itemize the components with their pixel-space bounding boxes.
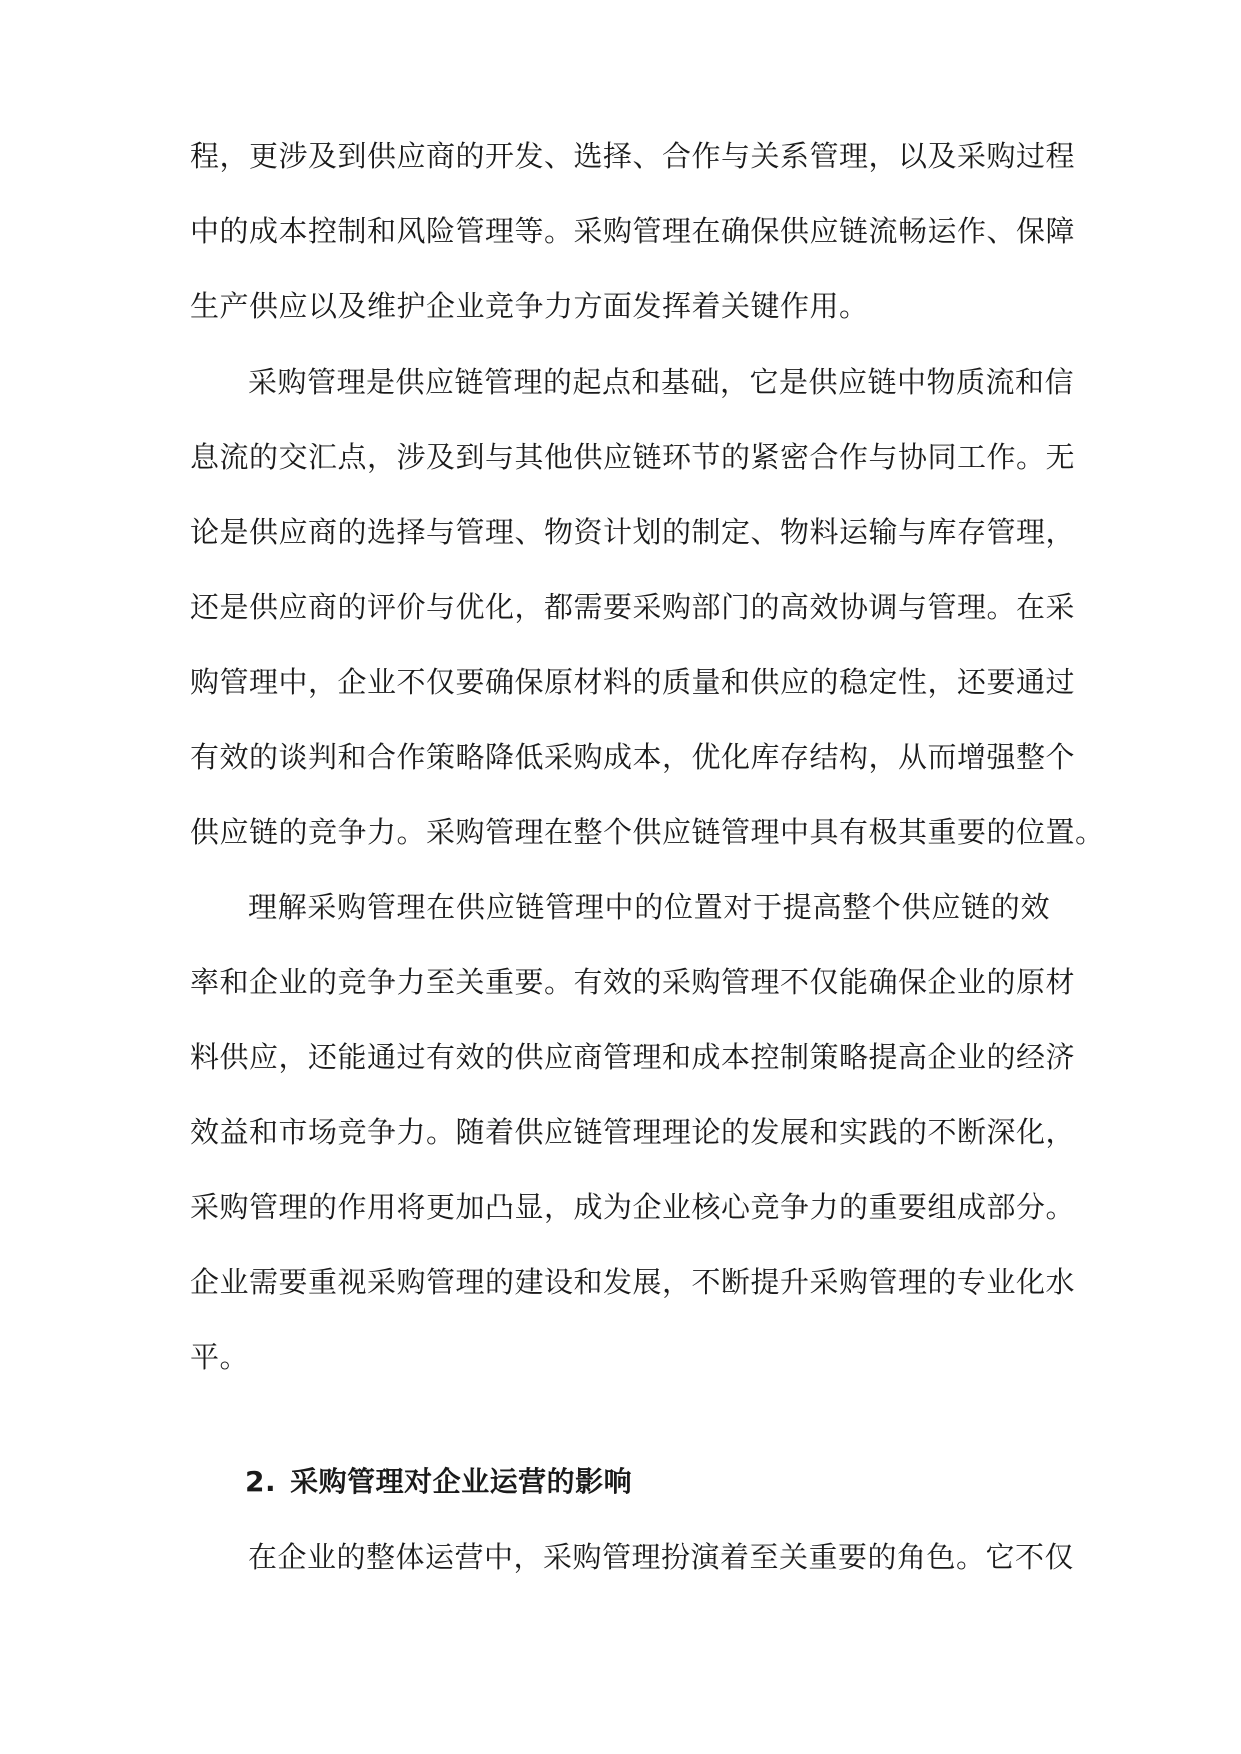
paragraph-4-line-1: 在企业的整体运营中，采购管理扮演着至关重要的角色。它不仅 [248, 1540, 1075, 1574]
paragraph-3-line-5: 采购管理的作用将更加凸显，成为企业核心竞争力的重要组成部分。 [190, 1190, 1076, 1224]
paragraph-1-line-1: 程，更涉及到供应商的开发、选择、合作与关系管理，以及采购过程 [190, 139, 1076, 173]
paragraph-3-line-3: 料供应，还能通过有效的供应商管理和成本控制策略提高企业的经济 [190, 1040, 1076, 1074]
paragraph-2-line-2: 息流的交汇点，涉及到与其他供应链环节的紧密合作与协同工作。无 [190, 440, 1076, 474]
paragraph-3-line-7: 平。 [190, 1340, 250, 1374]
paragraph-1-line-2: 中的成本控制和风险管理等。采购管理在确保供应链流畅运作、保障 [190, 214, 1076, 248]
paragraph-2-line-1: 采购管理是供应链管理的起点和基础，它是供应链中物质流和信 [248, 365, 1075, 399]
paragraph-2-line-6: 有效的谈判和合作策略降低采购成本，优化库存结构，从而增强整个 [190, 740, 1076, 774]
paragraph-2-line-7: 供应链的竞争力。采购管理在整个供应链管理中具有极其重要的位置。 [190, 815, 1105, 849]
paragraph-2-line-4: 还是供应商的评价与优化，都需要采购部门的高效协调与管理。在采 [190, 590, 1076, 624]
paragraph-2-line-3: 论是供应商的选择与管理、物资计划的制定、物料运输与库存管理， [190, 515, 1076, 549]
paragraph-3-line-1: 理解采购管理在供应链管理中的位置对于提高整个供应链的效 [248, 890, 1050, 924]
paragraph-1-line-3: 生产供应以及维护企业竞争力方面发挥着关键作用。 [190, 289, 869, 323]
section-number: 2. [245, 1465, 277, 1498]
section-title: 采购管理对企业运营的影响 [290, 1465, 633, 1498]
paragraph-3-line-2: 率和企业的竞争力至关重要。有效的采购管理不仅能确保企业的原材 [190, 965, 1076, 999]
paragraph-3-line-6: 企业需要重视采购管理的建设和发展，不断提升采购管理的专业化水 [190, 1265, 1076, 1299]
section-heading [245, 1462, 632, 1502]
paragraph-3-line-4: 效益和市场竞争力。随着供应链管理理论的发展和实践的不断深化， [190, 1115, 1076, 1149]
paragraph-2-line-5: 购管理中，企业不仅要确保原材料的质量和供应的稳定性，还要通过 [190, 665, 1076, 699]
